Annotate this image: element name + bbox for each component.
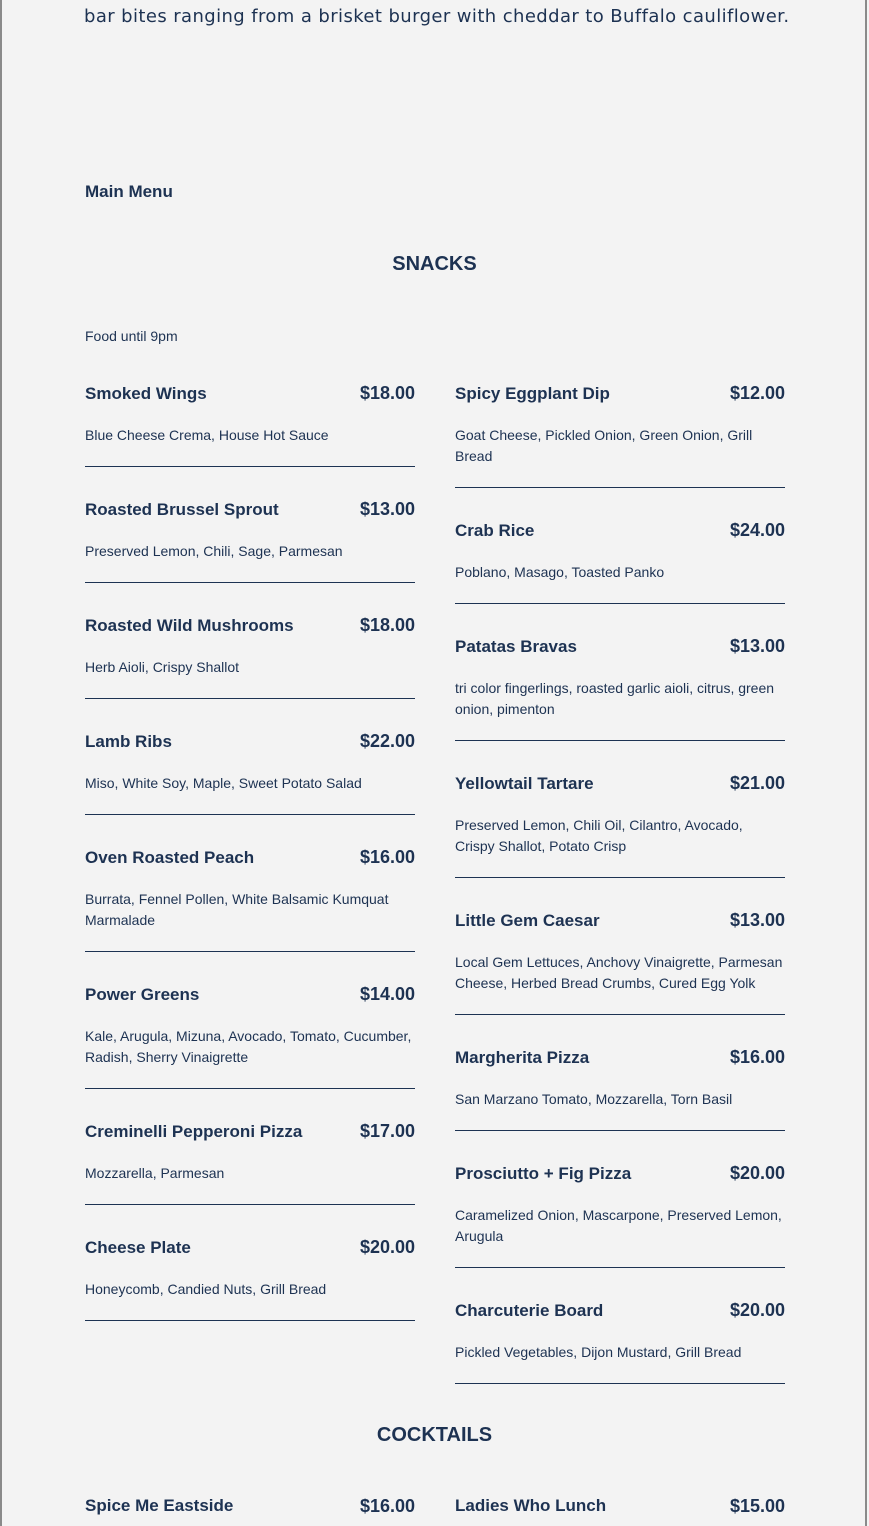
menu-item-price: $20.00 — [729, 1300, 785, 1320]
menu-item-price: $12.00 — [729, 383, 785, 403]
menu-item-name: Roasted Brussel Sprout — [85, 500, 279, 519]
main-menu-heading[interactable]: Main Menu — [85, 182, 173, 201]
snacks-section-title: SNACKS — [392, 253, 477, 275]
menu-item-name: Cheese Plate — [85, 1238, 191, 1257]
menu-item-price: $13.00 — [729, 910, 785, 930]
menu-item-header — [455, 1300, 785, 1326]
menu-item-header — [85, 731, 415, 757]
menu-item-name: Smoked Wings — [85, 384, 207, 403]
menu-item-description: Poblano, Masago, Toasted Panko — [455, 564, 665, 580]
menu-item — [85, 499, 415, 583]
menu-item-header — [455, 383, 785, 409]
menu-item-description: Preserved Lemon, Chili, Sage, Parmesan — [85, 543, 343, 559]
menu-item-price: $21.00 — [729, 773, 785, 793]
menu-item-header — [455, 773, 785, 799]
menu-item — [455, 1163, 785, 1268]
menu-item-price: $24.00 — [729, 520, 785, 540]
snacks-left-column — [85, 383, 415, 1353]
menu-item-name: Crab Rice — [455, 521, 535, 540]
menu-item-price: $18.00 — [359, 615, 415, 635]
menu-item-description: Herb Aioli, Crispy Shallot — [85, 659, 240, 675]
menu-item-description: Pickled Vegetables, Dijon Mustard, Grill Bread — [455, 1344, 742, 1360]
menu-item-header — [85, 847, 415, 873]
menu-item-price: $22.00 — [359, 731, 415, 751]
menu-item-price: $14.00 — [359, 984, 415, 1004]
snacks-right-column — [455, 383, 785, 1416]
menu-item-header — [85, 615, 415, 641]
menu-item-price: $13.00 — [359, 499, 415, 519]
cocktails-section-title: COCKTAILS — [376, 1424, 493, 1446]
cocktail-item — [85, 1496, 415, 1517]
menu-item — [85, 1121, 415, 1205]
menu-item-price: $20.00 — [729, 1163, 785, 1183]
menu-item — [85, 984, 415, 1089]
menu-item — [455, 383, 785, 488]
menu-item-header — [455, 910, 785, 936]
menu-item-name: Yellowtail Tartare — [455, 774, 594, 793]
cocktail-name: Ladies Who Lunch — [455, 1496, 607, 1515]
menu-item-name: Oven Roasted Peach — [85, 848, 255, 867]
menu-item-header — [455, 1163, 785, 1189]
menu-item-price: $20.00 — [359, 1237, 415, 1257]
menu-item — [85, 731, 415, 815]
menu-item-price: $17.00 — [359, 1121, 415, 1141]
menu-item-description: Burrata, Fennel Pollen, White Balsamic Kumquat Marmalade — [85, 891, 389, 928]
menu-item-name: Roasted Wild Mushrooms — [85, 616, 294, 635]
menu-item-header — [85, 1121, 415, 1147]
menu-item-name: Spicy Eggplant Dip — [455, 384, 610, 403]
menu-item-header — [85, 499, 415, 525]
menu-item-name: Little Gem Caesar — [455, 911, 600, 930]
menu-item-description: Mozzarella, Parmesan — [85, 1165, 225, 1181]
menu-item-price: $18.00 — [359, 383, 415, 403]
menu-item — [455, 1047, 785, 1131]
menu-item-price: $16.00 — [729, 1047, 785, 1067]
menu-item — [455, 910, 785, 1015]
menu-item-description: Preserved Lemon, Chili Oil, Cilantro, Avocado, Crispy Shallot, Potato Crisp — [455, 817, 743, 854]
menu-item-header — [455, 1047, 785, 1073]
menu-item-name: Margherita Pizza — [455, 1048, 590, 1067]
menu-item — [85, 615, 415, 699]
menu-item-name: Charcuterie Board — [455, 1301, 604, 1320]
menu-item-header — [455, 520, 785, 546]
menu-item-name: Lamb Ribs — [85, 732, 172, 751]
menu-item — [85, 847, 415, 952]
menu-item — [455, 1300, 785, 1384]
menu-item-header — [85, 984, 415, 1010]
menu-item — [455, 773, 785, 878]
menu-item-name: Prosciutto + Fig Pizza — [455, 1164, 632, 1183]
menu-item-header — [85, 383, 415, 409]
cocktail-price: $15.00 — [729, 1496, 785, 1516]
menu-item — [455, 636, 785, 741]
menu-item-description: Kale, Arugula, Mizuna, Avocado, Tomato, Cucumber, Radish, Sherry Vinaigrette — [85, 1028, 412, 1065]
menu-item-description: Blue Cheese Crema, House Hot Sauce — [85, 427, 329, 443]
menu-item-description: Caramelized Onion, Mascarpone, Preserved Lemon, Arugula — [455, 1207, 782, 1244]
menu-item-name: Patatas Bravas — [455, 637, 577, 656]
menu-item-description: Goat Cheese, Pickled Onion, Green Onion, Grill Bread — [455, 427, 753, 464]
food-hours-note: Food until 9pm — [85, 328, 178, 344]
menu-item-description: Honeycomb, Candied Nuts, Grill Bread — [85, 1281, 327, 1297]
cocktail-price: $16.00 — [359, 1496, 415, 1516]
menu-item — [85, 1237, 415, 1321]
menu-item — [455, 520, 785, 604]
menu-item-header — [85, 1237, 415, 1263]
menu-item-name: Creminelli Pepperoni Pizza — [85, 1122, 303, 1141]
intro-text: bar bites ranging from a brisket burger with cheddar to Buffalo cauliflower. — [84, 6, 790, 27]
menu-item — [85, 383, 415, 467]
cocktail-item — [455, 1496, 785, 1517]
menu-item-description: San Marzano Tomato, Mozzarella, Torn Basil — [455, 1091, 733, 1107]
menu-item-name: Power Greens — [85, 985, 200, 1004]
menu-item-description: Local Gem Lettuces, Anchovy Vinaigrette, Parmesan Cheese, Herbed Bread Crumbs, Cured Egg Yolk — [455, 954, 783, 991]
menu-item-description: tri color fingerlings, roasted garlic aioli, citrus, green onion, pimenton — [455, 680, 775, 717]
cocktail-name: Spice Me Eastside — [85, 1496, 234, 1515]
menu-item-description: Miso, White Soy, Maple, Sweet Potato Salad — [85, 775, 362, 791]
menu-item-header — [455, 636, 785, 662]
menu-item-price: $16.00 — [359, 847, 415, 867]
menu-item-price: $13.00 — [729, 636, 785, 656]
